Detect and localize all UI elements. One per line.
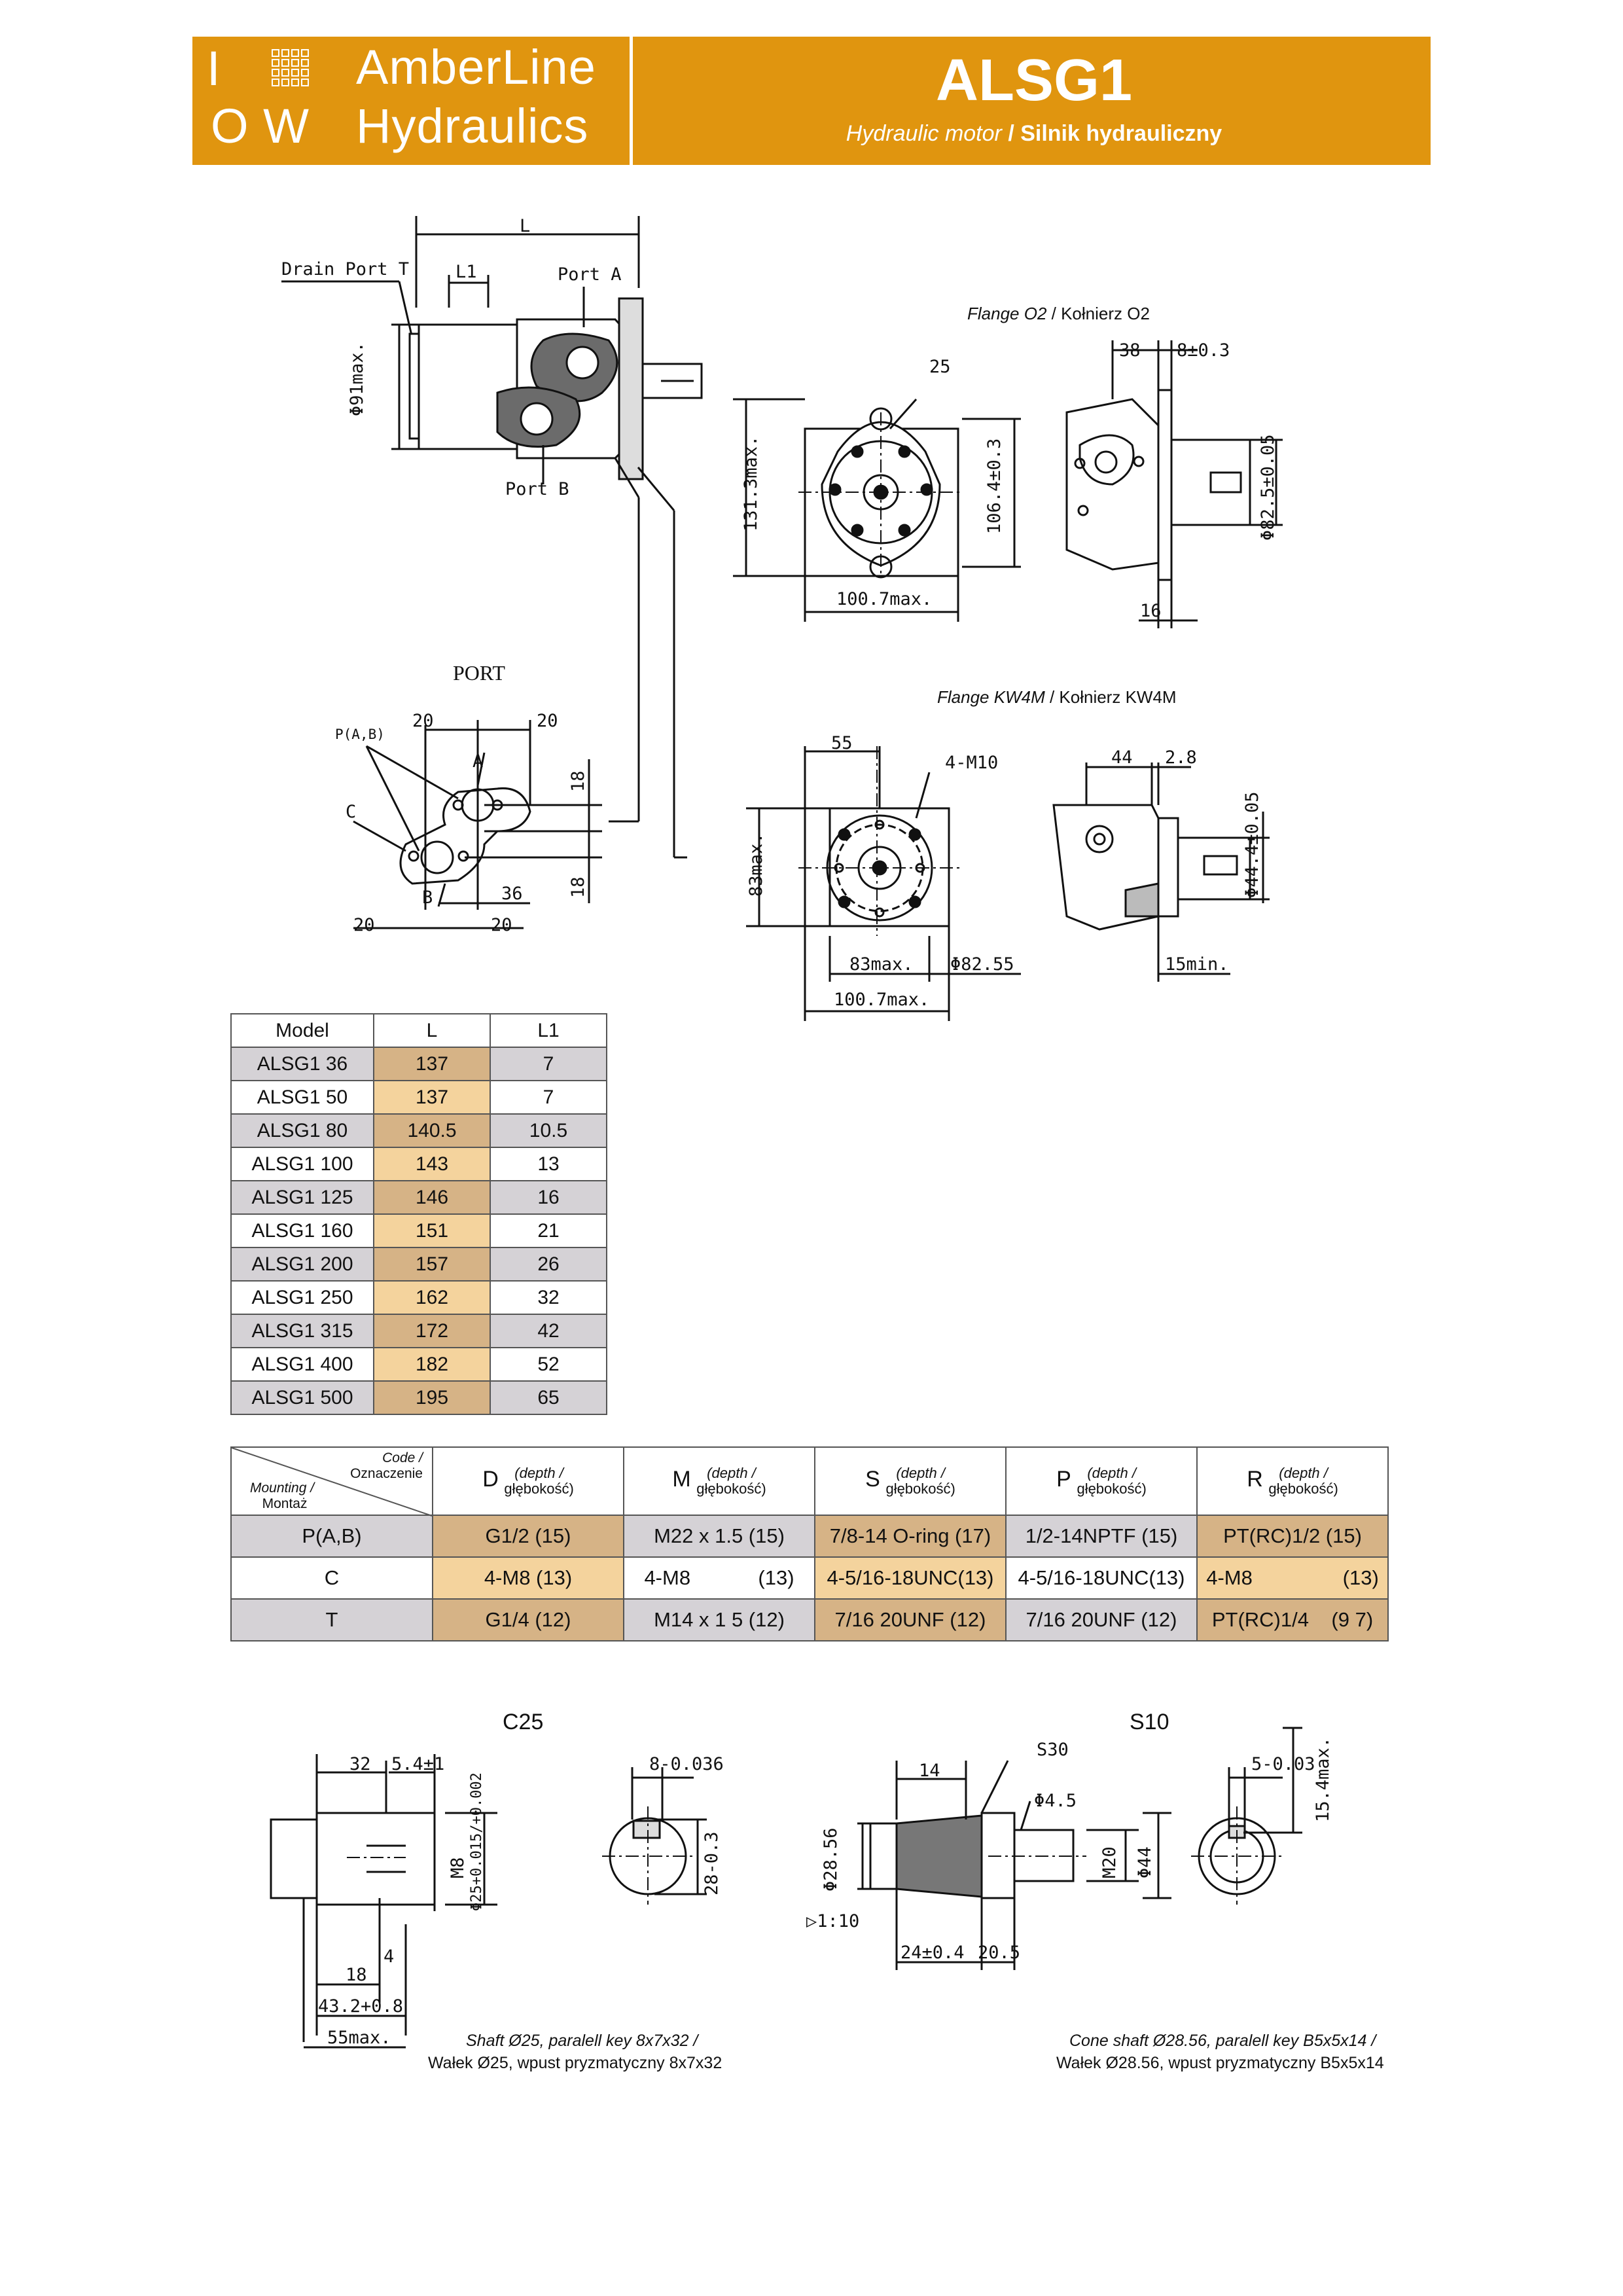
dim-s10-2856: Φ28.56 <box>821 1827 841 1892</box>
thread-cell: 1/2-14NPTF (15) <box>1006 1515 1197 1557</box>
dim-kw-15: 15min. <box>1165 954 1229 975</box>
l-cell: 137 <box>374 1081 490 1114</box>
model-cell: ALSG1 500 <box>231 1381 374 1414</box>
l1-cell: 7 <box>490 1081 607 1114</box>
label-port-c: C <box>346 802 357 822</box>
l1-cell: 32 <box>490 1281 607 1314</box>
thread-cell: 7/8-14 O-ring (17) <box>815 1515 1006 1557</box>
caption-flange-kw4m-sep: / <box>1044 687 1060 707</box>
thread-cell: 4-5/16-18UNC(13) <box>815 1557 1006 1599</box>
caption-s10-pl: Wałek Ø28.56, wpust pryzmatyczny B5x5x14 <box>1056 2054 1384 2072</box>
l1-cell: 7 <box>490 1047 607 1081</box>
dim-s10-m20: M20 <box>1099 1846 1120 1878</box>
caption-c25-en-text: Shaft Ø25, paralell key 8x7x32 / <box>466 2032 698 2050</box>
l1-cell: 26 <box>490 1247 607 1281</box>
dim-c25-28: 28-0.3 <box>702 1831 722 1895</box>
code-s: S <box>865 1467 880 1492</box>
thread-cell: G1/4 (12) <box>433 1599 624 1641</box>
model-cell: ALSG1 80 <box>231 1114 374 1147</box>
depth-s-pl: głębokość) <box>885 1480 955 1497</box>
l1-cell: 10.5 <box>490 1114 607 1147</box>
dim-s10-244: 24±0.4 <box>901 1943 965 1963</box>
l-cell: 172 <box>374 1314 490 1348</box>
code-m: M <box>672 1467 691 1492</box>
l1-cell: 65 <box>490 1381 607 1414</box>
caption-flange-o2-pl: Kołnierz O2 <box>1061 304 1150 323</box>
l1-cell: 16 <box>490 1181 607 1214</box>
product-title: ALSG1 <box>935 48 1133 113</box>
label-detail-b: B <box>422 888 433 908</box>
depth-p-pl: głębokość) <box>1077 1480 1147 1497</box>
caption-flange-kw4m-pl: Kołnierz KW4M <box>1059 687 1177 707</box>
dim-kw-83w: 83max. <box>849 954 914 975</box>
l1-cell: 13 <box>490 1147 607 1181</box>
mount-cell: C <box>231 1557 433 1599</box>
dim-kw-28: 2.8 <box>1165 747 1197 768</box>
thread-cell: 4-5/16-18UNC(13) <box>1006 1557 1197 1599</box>
label-port-b: Port B <box>505 479 569 499</box>
mount-cell: T <box>231 1599 433 1641</box>
dim-kw-m10: 4-M10 <box>945 753 999 773</box>
port-detail-title: PORT <box>453 661 505 685</box>
dim-phi91: Φ91max. <box>347 342 367 416</box>
thread-cell: M22 x 1.5 (15) <box>624 1515 815 1557</box>
dim-o2-25: 25 <box>929 357 951 377</box>
corner-code-en: Code / <box>382 1450 423 1465</box>
depth-s-en: (depth / <box>896 1465 945 1481</box>
dim-port-20a: 20 <box>412 711 434 731</box>
shaft-s10-title: S10 <box>1130 1710 1169 1734</box>
caption-s10-en <box>1069 2032 1376 2051</box>
l-cell: 182 <box>374 1348 490 1381</box>
dim-s10-14: 14 <box>919 1761 940 1781</box>
label-detail-a: A <box>473 751 484 772</box>
l1-cell: 52 <box>490 1348 607 1381</box>
dim-kw-444: Φ44.4±0.05 <box>1242 791 1262 898</box>
thread-cell: 7/16 20UNF (12) <box>1006 1599 1197 1641</box>
col-header-l: L <box>374 1014 490 1047</box>
dim-s10-key5: 5-0.03 <box>1251 1754 1315 1774</box>
dim-s10-205: 20.5 <box>978 1943 1021 1963</box>
depth-d-pl: głębokość) <box>504 1480 574 1497</box>
caption-c25-pl: Wałek Ø25, wpust pryzmatyczny 8x7x32 <box>428 2054 722 2072</box>
thread-cell: 4-M8 (13) <box>433 1557 624 1599</box>
subtitle-pl: Silnik hydrauliczny <box>1020 121 1222 146</box>
caption-flange-o2-en: Flange O2 <box>967 304 1047 323</box>
thread-cell: PT(RC)1/4 (9 7) <box>1197 1599 1388 1641</box>
dim-port-20c: 20 <box>353 915 375 935</box>
l-cell: 162 <box>374 1281 490 1314</box>
dim-s10-s30: S30 <box>1037 1740 1069 1760</box>
model-cell: ALSG1 250 <box>231 1281 374 1314</box>
dim-port-20d: 20 <box>491 915 512 935</box>
caption-flange-o2-sep: / <box>1046 304 1061 323</box>
caption-s10-en-text: Cone shaft Ø28.56, paralell key B5x5x14 / <box>1069 2032 1376 2050</box>
thread-cell: M14 x 1 5 (12) <box>624 1599 815 1641</box>
model-cell: ALSG1 160 <box>231 1214 374 1247</box>
dim-s10-154: 15.4max. <box>1313 1736 1333 1822</box>
thread-cell: 7/16 20UNF (12) <box>815 1599 1006 1641</box>
l-cell: 146 <box>374 1181 490 1214</box>
dim-c25-55: 55max. <box>327 2028 391 2048</box>
dim-o2-8: 8±0.3 <box>1177 340 1230 361</box>
dim-port-18a: 18 <box>568 770 588 792</box>
logo-word-amberline: AmberLine <box>356 40 596 94</box>
l1-cell: 21 <box>490 1214 607 1247</box>
dim-c25-m8: M8 <box>448 1857 468 1878</box>
dim-s10-taper-text: 1:10 <box>817 1911 860 1931</box>
dim-o2-38: 38 <box>1119 340 1141 361</box>
code-r: R <box>1247 1467 1263 1492</box>
dim-c25-18: 18 <box>346 1965 367 1985</box>
l-cell: 195 <box>374 1381 490 1414</box>
model-cell: ALSG1 200 <box>231 1247 374 1281</box>
subtitle-en: Hydraulic motor <box>846 121 1002 146</box>
dim-kw-8255: Φ82.55 <box>950 954 1014 975</box>
l-cell: 137 <box>374 1047 490 1081</box>
dim-s10-44: Φ44 <box>1135 1846 1155 1878</box>
dim-o2-82: Φ82.5±0.05 <box>1258 434 1278 541</box>
l-cell: 157 <box>374 1247 490 1281</box>
shaft-c25-title: C25 <box>503 1710 544 1734</box>
model-cell: ALSG1 125 <box>231 1181 374 1214</box>
code-d: D <box>482 1467 499 1492</box>
depth-m-pl: głębokość) <box>696 1480 766 1497</box>
model-cell: ALSG1 50 <box>231 1081 374 1114</box>
col-header-model: Model <box>231 1014 374 1047</box>
dim-L: L <box>520 216 531 236</box>
thread-cell: G1/2 (15) <box>433 1515 624 1557</box>
model-cell: ALSG1 36 <box>231 1047 374 1081</box>
dim-port-20b: 20 <box>537 711 558 731</box>
thread-cell: 4-M8 (13) <box>1197 1557 1388 1599</box>
corner-code-pl: Oznaczenie <box>350 1466 423 1481</box>
model-cell: ALSG1 315 <box>231 1314 374 1348</box>
model-cell: ALSG1 100 <box>231 1147 374 1181</box>
depth-p-en: (depth / <box>1087 1465 1136 1481</box>
corner-mount-pl: Montaż <box>262 1496 308 1511</box>
depth-r-pl: głębokość) <box>1268 1480 1338 1497</box>
label-p-ab: P(A,B) <box>335 726 385 742</box>
dim-o2-16: 16 <box>1140 601 1162 621</box>
mount-cell: P(A,B) <box>231 1515 433 1557</box>
l-cell: 140.5 <box>374 1114 490 1147</box>
thread-cell: 4-M8 (13) <box>624 1557 815 1599</box>
dim-c25-25: Φ25+0.015/+0.002 <box>469 1772 485 1911</box>
dim-c25-432: 43.2+0.8 <box>318 1996 404 2017</box>
dim-o2-100: 100.7max. <box>836 589 933 609</box>
dim-o2-106: 106.4±0.3 <box>984 438 1005 534</box>
corner-mount-en: Mounting / <box>250 1480 315 1496</box>
dim-kw-55: 55 <box>831 733 853 753</box>
label-drain-port: Drain Port T <box>281 259 410 279</box>
l-cell: 143 <box>374 1147 490 1181</box>
dim-c25-4: 4 <box>383 1946 395 1967</box>
code-p: P <box>1056 1467 1071 1492</box>
logo-letters-ow: O W <box>211 99 310 153</box>
l-cell: 151 <box>374 1214 490 1247</box>
col-header-l1: L1 <box>490 1014 607 1047</box>
dim-port-36: 36 <box>501 884 523 904</box>
dim-c25-54: 5.4±1 <box>391 1754 445 1774</box>
caption-flange-kw4m-en: Flange KW4M <box>937 687 1045 707</box>
depth-d-en: (depth / <box>514 1465 563 1481</box>
l1-cell: 42 <box>490 1314 607 1348</box>
dim-kw-44: 44 <box>1111 747 1133 768</box>
depth-r-en: (depth / <box>1279 1465 1328 1481</box>
dim-L1: L1 <box>455 262 477 282</box>
dim-kw-100: 100.7max. <box>834 990 930 1010</box>
label-port-a: Port A <box>558 264 622 285</box>
thread-cell: PT(RC)1/2 (15) <box>1197 1515 1388 1557</box>
dim-port-18b: 18 <box>568 876 588 898</box>
dim-c25-key8: 8-0.036 <box>649 1754 724 1774</box>
dim-s10-45: Φ4.5 <box>1034 1791 1077 1811</box>
dim-kw-83h: 83max. <box>746 833 766 897</box>
logo-letter-i: I <box>207 41 221 96</box>
dim-o2-131: 131.3max. <box>741 435 761 531</box>
dim-c25-32: 32 <box>349 1754 371 1774</box>
subtitle-sep: / <box>1001 121 1021 146</box>
logo-word-hydraulics: Hydraulics <box>356 99 589 153</box>
model-cell: ALSG1 400 <box>231 1348 374 1381</box>
dim-s10-taper: ▷1:10 <box>806 1911 860 1931</box>
depth-m-en: (depth / <box>707 1465 756 1481</box>
